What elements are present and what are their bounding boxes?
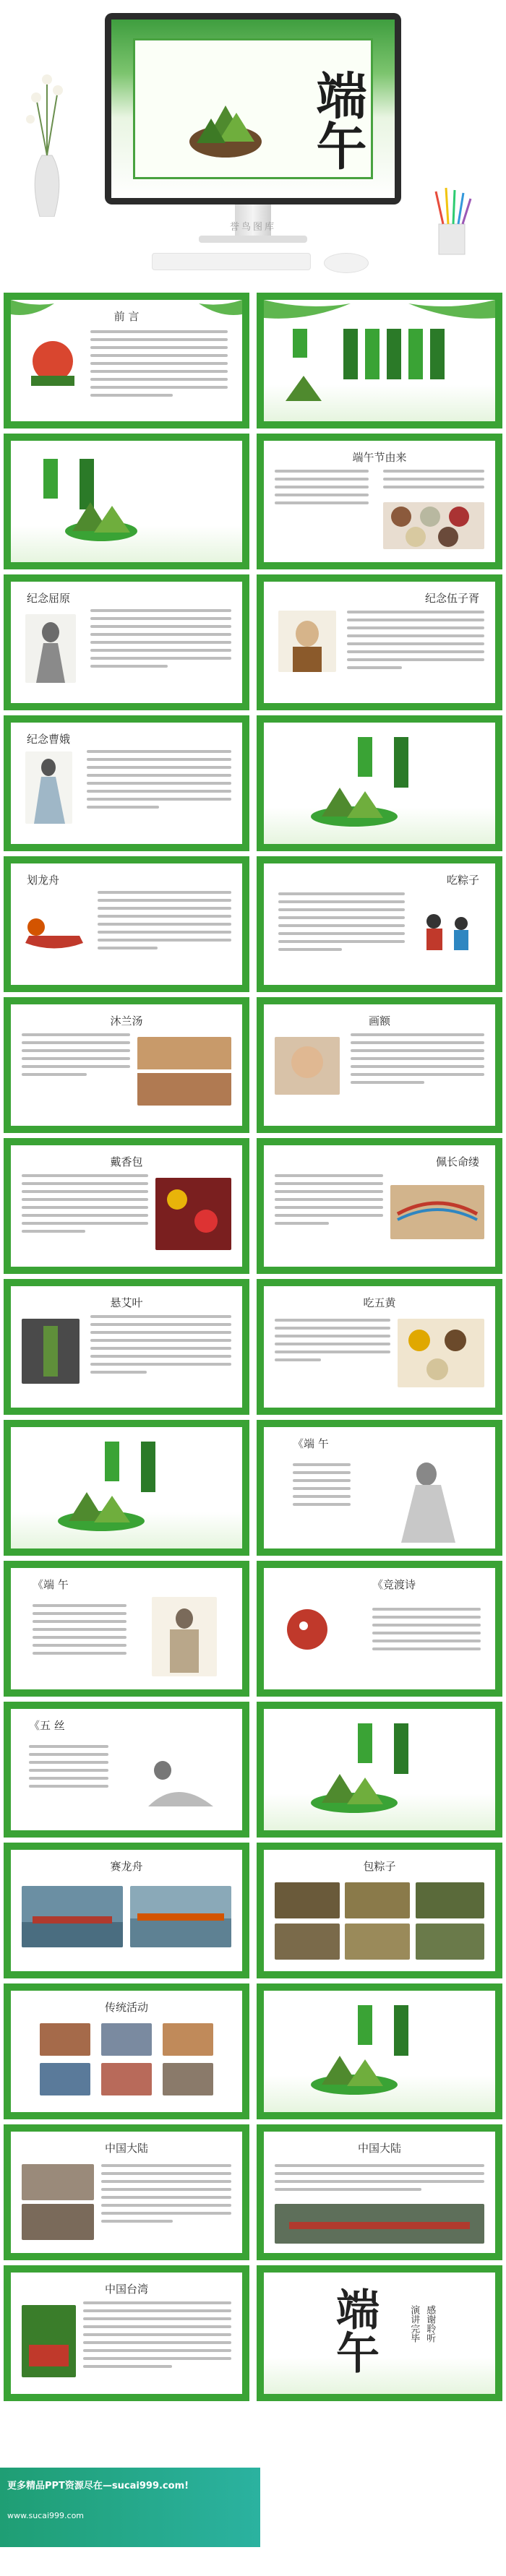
monitor — [105, 13, 401, 204]
poet-ink-illustration — [372, 1445, 481, 1543]
slide-title: 包粽子 — [363, 1860, 396, 1873]
slide-thanks[interactable] — [257, 2265, 502, 2401]
toc-item — [387, 329, 401, 379]
zongzi-plate-icon — [54, 1478, 148, 1535]
slide-title: 《端 午 — [33, 1578, 69, 1591]
poem-lines — [372, 1608, 481, 1655]
qu-yuan-portrait — [25, 614, 76, 683]
section-number-bar — [358, 737, 372, 777]
text-block — [83, 2301, 231, 2373]
slide-title: 纪念曹娥 — [27, 733, 71, 746]
slide-forehead[interactable] — [257, 997, 502, 1133]
family-zongzi-illustration — [412, 903, 484, 961]
section-number-bar — [43, 459, 58, 499]
text-block — [275, 1174, 383, 1230]
promo-banner[interactable] — [0, 2468, 260, 2547]
text-block — [22, 1033, 130, 1081]
boat-race-photo-1 — [22, 1886, 123, 1947]
cover-calligraphy: 端午 — [308, 69, 368, 171]
monitor-screen — [111, 20, 395, 198]
slide-title: 纪念伍子胥 — [424, 592, 479, 605]
slide-cao-e[interactable] — [4, 715, 249, 851]
slide-title: 划龙舟 — [27, 874, 60, 887]
slide-title: 纪念屈原 — [27, 592, 71, 605]
slide-section-5[interactable] — [257, 1983, 502, 2119]
text-block — [90, 1315, 231, 1379]
mugwort-photo — [22, 1319, 80, 1384]
dragon-head-illustration — [275, 1601, 340, 1658]
toc-item — [430, 329, 445, 379]
colored-thread-photo — [390, 1185, 484, 1239]
taiwan-photo — [22, 2305, 76, 2377]
toc-item — [365, 329, 380, 379]
text-block — [87, 750, 231, 814]
slide-title: 画额 — [368, 1015, 390, 1028]
slide-title: 传统活动 — [104, 2001, 148, 2014]
slide-five-yellows[interactable] — [257, 1279, 502, 1415]
hero — [0, 0, 506, 285]
slide-title: 沐兰汤 — [110, 1015, 143, 1028]
text-block — [278, 892, 405, 956]
crowd-photo-1 — [22, 2164, 94, 2200]
slide-wu-zixu[interactable] — [257, 574, 502, 710]
poem-lines — [293, 1463, 351, 1511]
thanks-line-2: 感谢聆听 — [424, 2305, 436, 2343]
slide-title: 中国大陆 — [357, 2142, 401, 2155]
rowing-team-photo — [275, 2204, 484, 2244]
zongzi-photo-5 — [345, 1924, 410, 1960]
activity-photo-3 — [163, 2023, 213, 2056]
text-block — [351, 1033, 484, 1089]
slide-longevity-thread[interactable] — [257, 1138, 502, 1274]
text-block — [90, 609, 231, 673]
zongzi-plate-icon — [307, 1759, 401, 1817]
dragon-boat-illustration — [24, 332, 82, 394]
keyboard — [152, 253, 311, 270]
slide-race-boat[interactable] — [4, 1843, 249, 1978]
slide-section-4[interactable] — [257, 1702, 502, 1838]
slide-poem-duanwu[interactable] — [257, 1420, 502, 1556]
mouse — [324, 253, 369, 273]
poem-lines — [33, 1604, 126, 1660]
activity-photo-1 — [40, 2023, 90, 2056]
scholar-ink-illustration — [152, 1597, 217, 1676]
slide-orchid-bath[interactable] — [4, 997, 249, 1133]
slide-poem-duanwu-2[interactable] — [4, 1561, 249, 1697]
slide-title: 中国大陆 — [104, 2142, 148, 2155]
slide-mugwort[interactable] — [4, 1279, 249, 1415]
slide-poem-wusi[interactable] — [4, 1702, 249, 1838]
reclining-poet-illustration — [134, 1741, 224, 1817]
text-block — [90, 330, 228, 402]
zongzi-photo-4 — [275, 1924, 340, 1960]
cover-slide — [133, 38, 373, 179]
zongzi-photo-3 — [416, 1882, 484, 1918]
footer — [0, 2453, 506, 2576]
activity-photo-4 — [40, 2063, 90, 2095]
slide-title: 佩长命缕 — [435, 1155, 479, 1168]
slide-mainland-1[interactable] — [4, 2124, 249, 2260]
activity-photo-2 — [101, 2023, 152, 2056]
slide-wrap-zongzi[interactable] — [257, 1843, 502, 1978]
text-block — [275, 470, 369, 509]
slide-title: 《端 午 — [293, 1437, 329, 1450]
zongzi-photo-1 — [275, 1882, 340, 1918]
slide-mainland-2[interactable] — [257, 2124, 502, 2260]
sachet-photo — [155, 1178, 231, 1250]
section-number-bar — [358, 2005, 372, 2045]
slide-title: 《五 丝 — [29, 1719, 65, 1732]
text-block — [383, 470, 484, 494]
slide-origin[interactable] — [257, 434, 502, 569]
slide-title: 赛龙舟 — [110, 1860, 143, 1873]
slide-traditions[interactable] — [4, 1983, 249, 2119]
wu-zixu-portrait — [278, 611, 336, 672]
slide-toc[interactable] — [257, 293, 502, 428]
promo-text: 更多精品PPT资源尽在—sucai999.com! — [7, 2481, 189, 2491]
promo-url[interactable]: www.sucai999.com — [7, 2511, 85, 2520]
zongzi-plate-icon — [186, 91, 265, 163]
slide-grid — [0, 285, 506, 2453]
slide-sachet[interactable] — [4, 1138, 249, 1274]
food-bowls-photo — [383, 502, 484, 549]
slide-title: 前 言 — [113, 310, 140, 323]
hero-caption: 誉鸟图库 — [229, 222, 276, 233]
text-block — [22, 1174, 148, 1238]
text-block — [101, 2164, 231, 2228]
slide-preface[interactable] — [4, 293, 249, 428]
slide-title: 吃五黄 — [363, 1296, 396, 1309]
zongzi-photo-2 — [345, 1882, 410, 1918]
slide-poem-race[interactable] — [257, 1561, 502, 1697]
toc-item — [343, 329, 358, 379]
zongzi-photo-6 — [416, 1924, 484, 1960]
slide-title: 戴香包 — [110, 1155, 143, 1168]
slide-title: 《竞渡诗 — [372, 1578, 416, 1591]
thanks-line-1: 演讲完毕 — [408, 2305, 420, 2343]
slide-section-2[interactable] — [257, 715, 502, 851]
thanks-calligraphy: 端午 — [329, 2287, 380, 2374]
section-number-bar — [358, 1723, 372, 1763]
crowd-photo-2 — [22, 2204, 94, 2240]
boat-race-photo-2 — [130, 1886, 231, 1947]
slide-title: 端午节由来 — [352, 451, 407, 464]
text-block — [347, 611, 484, 674]
dragon-boat-illustration — [22, 907, 87, 957]
slide-title: 悬艾叶 — [110, 1296, 143, 1309]
bamboo-leaf-icon — [199, 300, 242, 329]
slide-section-3[interactable] — [4, 1420, 249, 1556]
orchid-bath-photo — [137, 1037, 231, 1106]
slide-qu-yuan[interactable] — [4, 574, 249, 710]
zongzi-plate-icon — [61, 488, 141, 546]
poem-lines — [29, 1745, 108, 1793]
zongzi-plate-icon — [307, 773, 401, 831]
slide-zongzi[interactable] — [257, 856, 502, 992]
slide-taiwan[interactable] — [4, 2265, 249, 2401]
five-yellows-photo — [398, 1319, 484, 1387]
bamboo-leaf-icon — [11, 300, 54, 329]
slide-title: 中国台湾 — [104, 2283, 148, 2296]
text-block — [275, 1319, 390, 1366]
monitor-base — [199, 236, 307, 243]
cao-e-portrait — [25, 751, 72, 824]
toc-item — [408, 329, 423, 379]
zongzi-plate-icon — [307, 2041, 401, 2099]
zongzi-icon — [282, 372, 325, 405]
slide-section-1[interactable] — [4, 434, 249, 569]
text-block — [98, 891, 231, 955]
activity-photo-5 — [101, 2063, 152, 2095]
slide-dragon-boat[interactable] — [4, 856, 249, 992]
pencil-cup-icon — [430, 184, 473, 257]
bamboo-leaf-icon — [264, 300, 495, 329]
slide-title: 吃粽子 — [446, 874, 479, 887]
toc-heading-bar — [293, 329, 307, 358]
vase-with-flowers-icon — [22, 69, 72, 217]
text-block — [275, 2164, 484, 2196]
activity-photo-6 — [163, 2063, 213, 2095]
child-forehead-photo — [275, 1037, 340, 1095]
section-number-bar — [105, 1442, 119, 1481]
